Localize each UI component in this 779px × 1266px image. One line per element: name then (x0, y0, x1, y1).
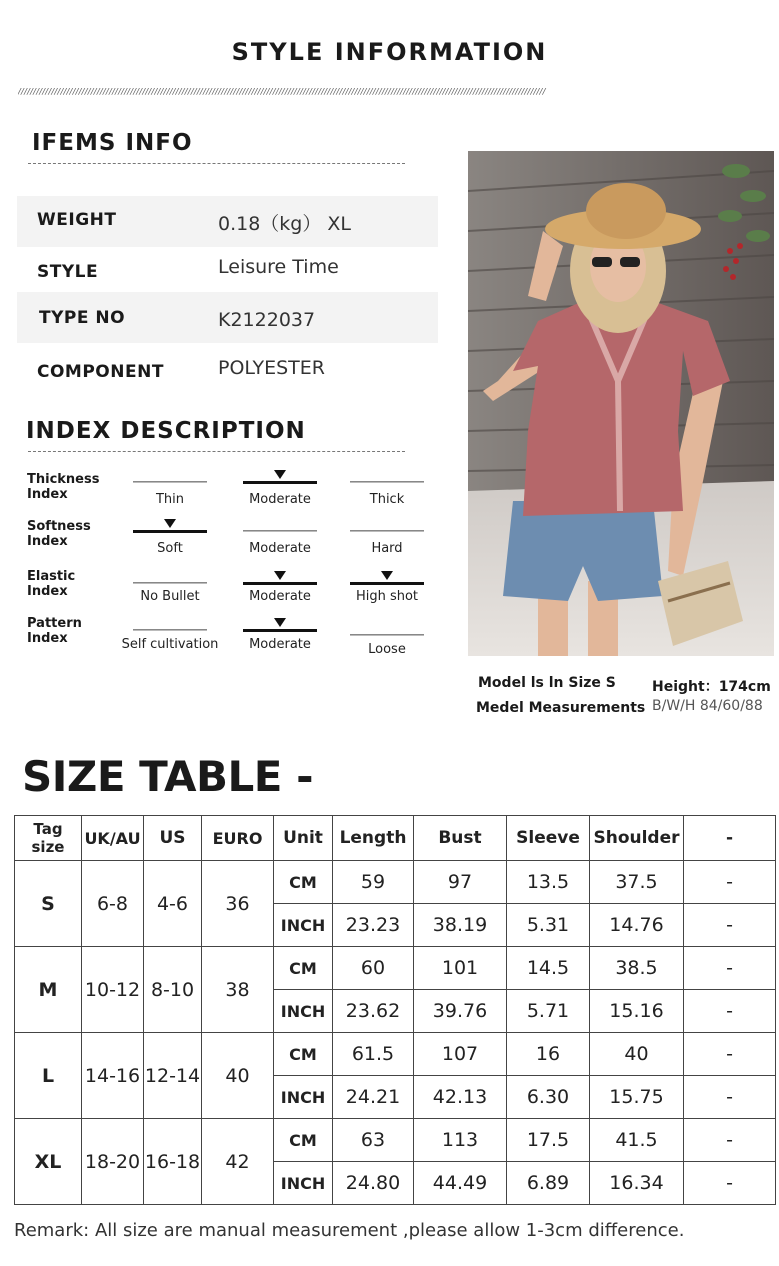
us-cell: 12-14 (144, 1033, 202, 1119)
info-label: STYLE (37, 262, 99, 282)
index-label-line: Elastic (27, 569, 76, 584)
index-line (243, 530, 317, 532)
index-label (27, 519, 91, 549)
value-cell: 38.19 (414, 904, 507, 947)
index-line (350, 634, 424, 636)
index-line-selected (243, 582, 317, 585)
value-cell: 16 (507, 1033, 590, 1076)
info-label: COMPONENT (37, 362, 164, 382)
value-cell: 61.5 (333, 1033, 414, 1076)
value-cell: 13.5 (507, 861, 590, 904)
unit-cell: CM (274, 1119, 333, 1162)
index-line (133, 629, 207, 631)
value-cell: - (684, 1076, 776, 1119)
value-cell: 23.23 (333, 904, 414, 947)
us-cell: 16-18 (144, 1119, 202, 1205)
info-row-weight (17, 196, 438, 247)
tag-size-cell: L (15, 1033, 82, 1119)
euro-cell: 42 (202, 1119, 274, 1205)
index-line (350, 481, 424, 483)
value-cell: 14.5 (507, 947, 590, 990)
header-cell: Bust (414, 816, 507, 861)
index-marker-icon (164, 519, 176, 528)
page-title: STYLE INFORMATION (231, 38, 548, 66)
index-line-selected (243, 481, 317, 484)
index-marker-icon (274, 618, 286, 627)
header-cell: Tag size (15, 816, 82, 861)
value-cell: 24.80 (333, 1162, 414, 1205)
size-table-header (15, 816, 776, 861)
index-option: Soft (157, 541, 183, 556)
index-line (133, 481, 207, 483)
index-line-selected (350, 582, 424, 585)
value-cell: 40 (590, 1033, 684, 1076)
index-option: High shot (355, 589, 419, 604)
value-cell: 15.16 (590, 990, 684, 1033)
remark-text: Remark: All size are manual measurement ,please allow 1-3cm difference. (14, 1220, 685, 1241)
table-row (15, 861, 776, 904)
value-cell: - (684, 1162, 776, 1205)
unit-cell: INCH (274, 1162, 333, 1205)
header-cell: Sleeve (507, 816, 590, 861)
index-label (27, 616, 82, 646)
us-cell: 4-6 (144, 861, 202, 947)
info-value: Leisure Time (218, 256, 339, 278)
index-marker-icon (274, 571, 286, 580)
value-cell: 101 (414, 947, 507, 990)
index-line-selected (133, 530, 207, 533)
model-size-text: Model ls ln Size S (478, 675, 616, 691)
header-cell: UK/AU (82, 816, 144, 861)
header-cell: US (144, 816, 202, 861)
model-height-text: Height：174cm (652, 679, 771, 695)
value-cell: 5.71 (507, 990, 590, 1033)
header-cell: Length (333, 816, 414, 861)
uk-au-cell: 10-12 (82, 947, 144, 1033)
index-label-line: Index (27, 631, 68, 646)
uk-au-cell: 6-8 (82, 861, 144, 947)
info-row-style (17, 247, 438, 298)
tag-size-cell: XL (15, 1119, 82, 1205)
header-cell: - (684, 816, 776, 861)
index-line-selected (243, 629, 317, 632)
index-label-line: Thickness (27, 472, 100, 487)
value-cell: 63 (333, 1119, 414, 1162)
value-cell: 6.30 (507, 1076, 590, 1119)
slash-divider: ////////////////////////////////////////////////////////////////////////////////////////////////////////////////////////////////////////////////////////////////////////////// (18, 88, 546, 96)
info-row-component (17, 345, 438, 396)
index-line (133, 582, 207, 584)
size-table (14, 815, 776, 1205)
value-cell: 23.62 (333, 990, 414, 1033)
euro-cell: 36 (202, 861, 274, 947)
unit-cell: INCH (274, 990, 333, 1033)
items-info-divider (28, 163, 405, 164)
us-cell: 8-10 (144, 947, 202, 1033)
header-cell: Shoulder (590, 816, 684, 861)
index-option: Moderate (249, 637, 311, 652)
info-label: WEIGHT (37, 210, 117, 230)
index-label-line: Index (27, 584, 68, 599)
value-cell: 41.5 (590, 1119, 684, 1162)
value-cell: 6.89 (507, 1162, 590, 1205)
value-cell: 14.76 (590, 904, 684, 947)
value-cell: - (684, 1119, 776, 1162)
index-line (350, 530, 424, 532)
info-value: 0.18（kg） XL (218, 213, 352, 235)
index-label-line: Index (27, 534, 68, 549)
value-cell: 24.21 (333, 1076, 414, 1119)
value-cell: - (684, 947, 776, 990)
info-label: TYPE NO (39, 308, 126, 328)
model-measurements-label: Medel Measurements (476, 700, 646, 716)
value-cell: 17.5 (507, 1119, 590, 1162)
index-option: Thick (369, 492, 405, 507)
unit-cell: INCH (274, 1076, 333, 1119)
value-cell: 59 (333, 861, 414, 904)
value-cell: 97 (414, 861, 507, 904)
index-option: Loose (368, 642, 406, 657)
header-cell: Unit (274, 816, 333, 861)
tag-size-cell: M (15, 947, 82, 1033)
value-cell: - (684, 990, 776, 1033)
items-info-title: IFEMS INFO (32, 130, 193, 156)
index-label-line: Index (27, 487, 68, 502)
euro-cell: 38 (202, 947, 274, 1033)
index-option: Hard (371, 541, 403, 556)
value-cell: 16.34 (590, 1162, 684, 1205)
index-description-title: INDEX DESCRIPTION (26, 418, 306, 444)
value-cell: 37.5 (590, 861, 684, 904)
index-marker-icon (274, 470, 286, 479)
value-cell: - (684, 1033, 776, 1076)
value-cell: - (684, 904, 776, 947)
tag-size-cell: S (15, 861, 82, 947)
index-option: Moderate (249, 541, 311, 556)
index-label (27, 472, 99, 502)
value-cell: - (684, 861, 776, 904)
index-option: Self cultivation (121, 637, 219, 652)
unit-cell: CM (274, 947, 333, 990)
value-cell: 60 (333, 947, 414, 990)
table-row (15, 947, 776, 990)
info-value: K2122037 (218, 309, 316, 331)
value-cell: 39.76 (414, 990, 507, 1033)
value-cell: 42.13 (414, 1076, 507, 1119)
index-description-divider (28, 451, 405, 452)
index-option: No Bullet (140, 589, 200, 604)
index-option: Moderate (249, 492, 311, 507)
uk-au-cell: 18-20 (82, 1119, 144, 1205)
euro-cell: 40 (202, 1033, 274, 1119)
value-cell: 5.31 (507, 904, 590, 947)
model-photo (468, 151, 774, 656)
value-cell: 107 (414, 1033, 507, 1076)
value-cell: 38.5 (590, 947, 684, 990)
uk-au-cell: 14-16 (82, 1033, 144, 1119)
unit-cell: CM (274, 861, 333, 904)
table-row (15, 1119, 776, 1162)
unit-cell: CM (274, 1033, 333, 1076)
value-cell: 113 (414, 1119, 507, 1162)
index-option: Thin (155, 492, 185, 507)
index-option: Moderate (249, 589, 311, 604)
value-cell: 44.49 (414, 1162, 507, 1205)
info-row-type-no (17, 292, 438, 343)
value-cell: 15.75 (590, 1076, 684, 1119)
unit-cell: INCH (274, 904, 333, 947)
index-label-line: Softness (27, 519, 91, 534)
header-cell: EURO (202, 816, 274, 861)
size-table-title: SIZE TABLE - (22, 752, 314, 801)
info-value: POLYESTER (218, 357, 325, 379)
index-label-line: Pattern (27, 616, 82, 631)
table-row (15, 1033, 776, 1076)
index-marker-icon (381, 571, 393, 580)
index-label (27, 569, 75, 599)
model-measurements-value: B/W/H 84/60/88 (652, 698, 763, 714)
